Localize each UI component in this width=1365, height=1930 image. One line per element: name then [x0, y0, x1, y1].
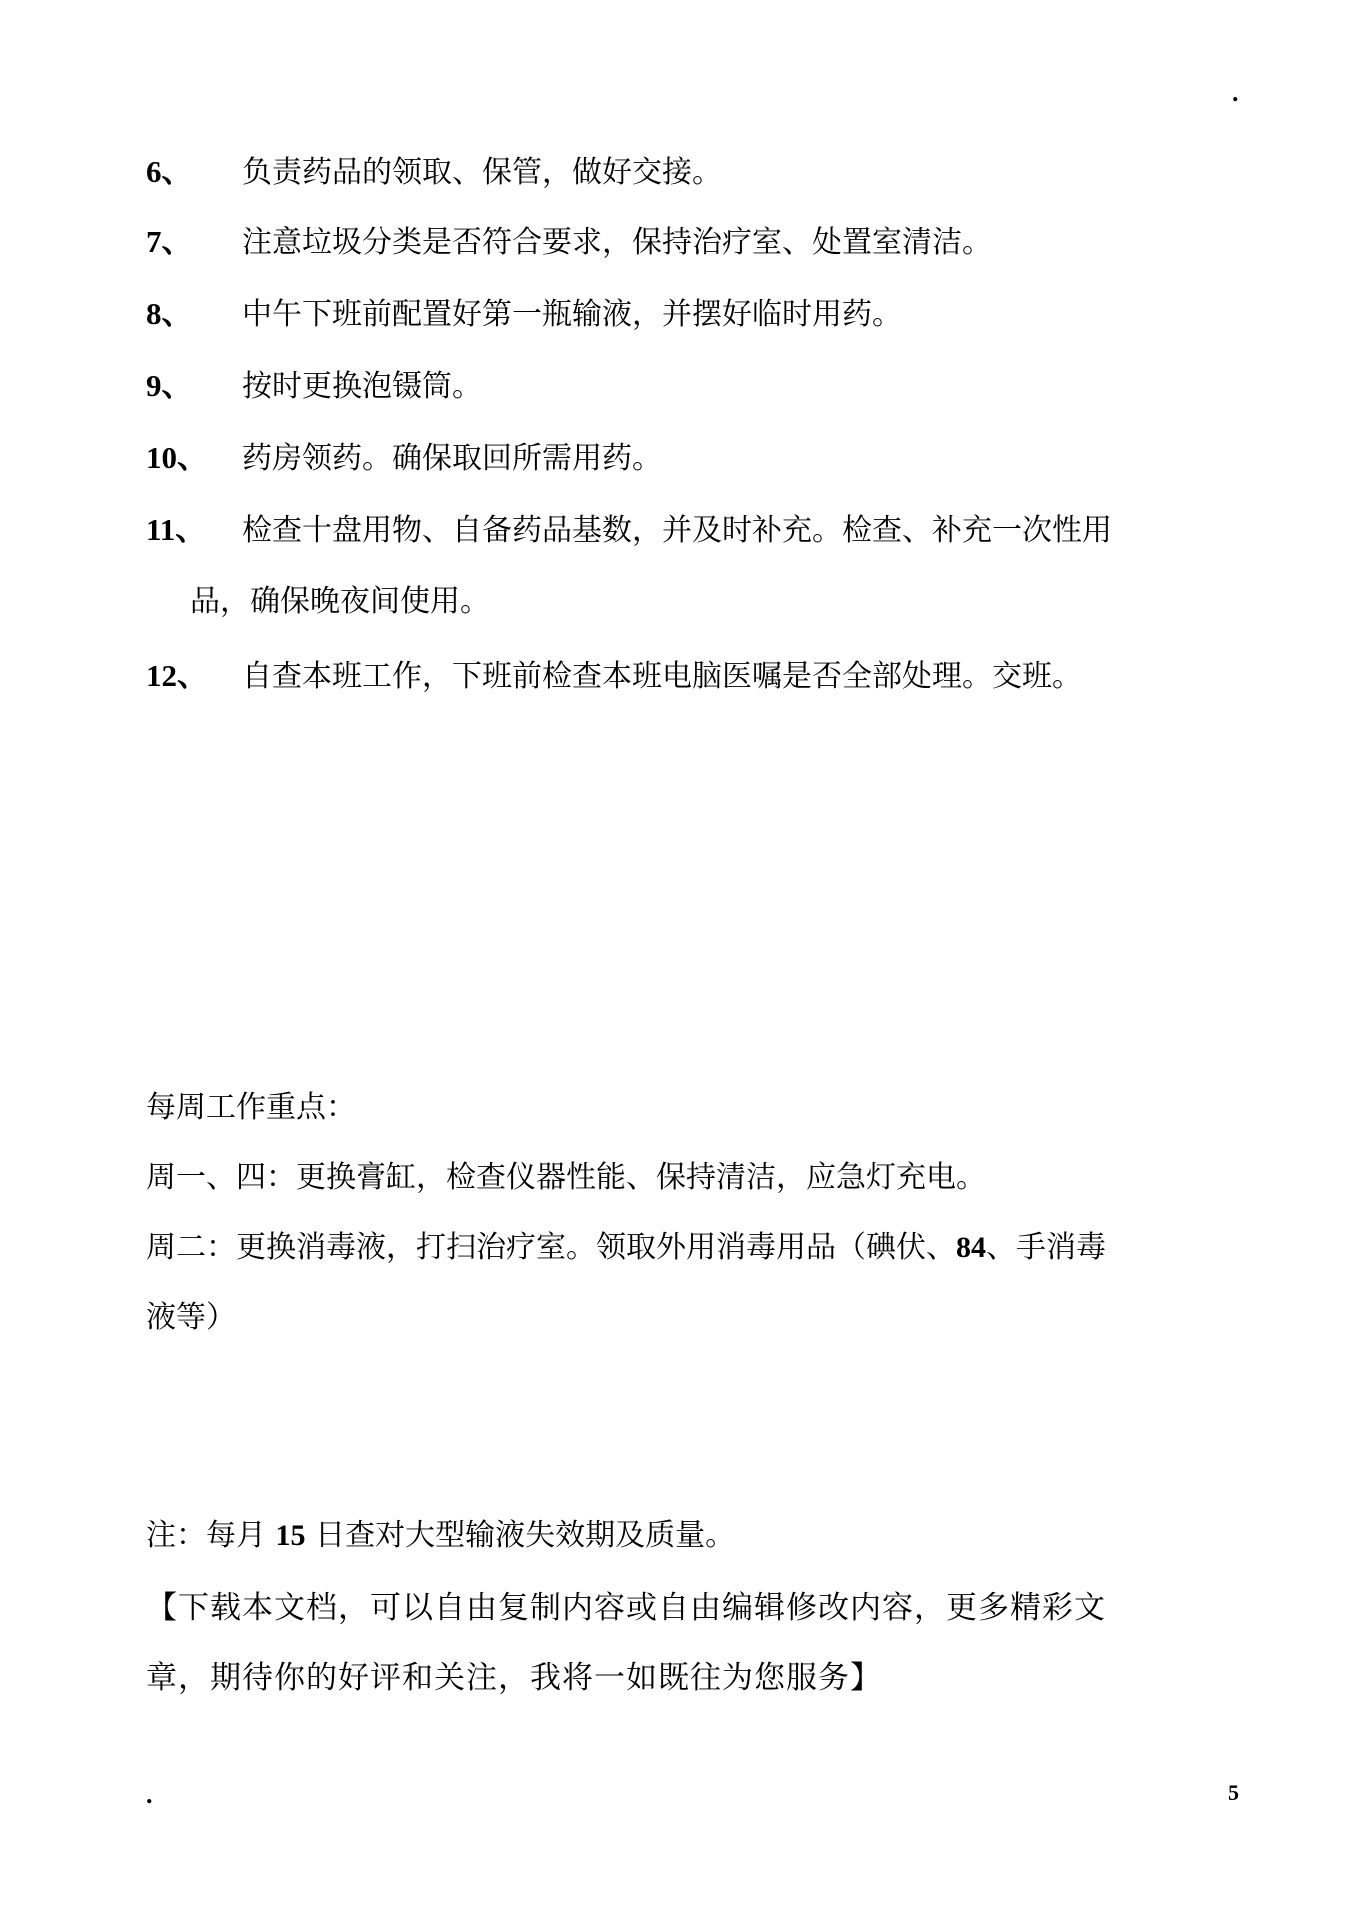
weekly-tue-number: 84: [956, 1231, 986, 1264]
item-number: 11、: [146, 512, 207, 547]
item-text: 检查十盘用物、自备药品基数，并及时补充。检查、补充一次性用: [242, 513, 1112, 548]
item-text: 药房领药。确保取回所需用药。: [242, 441, 662, 476]
note-day: 15: [275, 1519, 306, 1552]
item-text: 自查本班工作，下班前检查本班电脑医嘱是否全部处理。交班。: [242, 659, 1082, 694]
weekly-tue-continuation: 液等）: [146, 1300, 236, 1335]
list-item: [146, 366, 482, 407]
footer-dot: .: [146, 1780, 153, 1809]
item-number: 7、: [146, 224, 193, 259]
weekly-mon-thu: 周一、四：更换膏缸，检查仪器性能、保持清洁，应急灯充电。: [146, 1160, 986, 1195]
weekly-title: 每周工作重点：: [146, 1090, 356, 1125]
item-number: 9、: [146, 368, 193, 403]
item-text: 中午下班前配置好第一瓶输液，并摆好临时用药。: [242, 297, 902, 332]
note-prefix: 注：每月: [146, 1518, 276, 1553]
weekly-tue-text: 周二：更换消毒液，打扫治疗室。领取外用消毒用品（碘伏、: [146, 1230, 956, 1265]
note-suffix: 日查对大型输液失效期及质量。: [305, 1518, 736, 1553]
item-text: 按时更换泡镊筒。: [242, 369, 482, 404]
monthly-note: [146, 1516, 735, 1556]
item-number: 8、: [146, 296, 193, 331]
list-item: [146, 438, 662, 479]
item-continuation: 品，确保晚夜间使用。: [190, 584, 490, 619]
header-dot: .: [1232, 78, 1239, 107]
list-item: [146, 152, 722, 193]
item-number: 10、: [146, 440, 208, 475]
weekly-tue: [146, 1228, 1106, 1268]
weekly-tue-text-end: 、手消毒: [986, 1230, 1106, 1265]
list-item: [146, 656, 1082, 697]
list-item: [146, 222, 992, 263]
item-text: 负责药品的领取、保管，做好交接。: [242, 155, 722, 190]
download-notice-line1: 【下载本文档，可以自由复制内容或自由编辑修改内容，更多精彩文: [146, 1590, 1106, 1626]
page-number: 5: [1228, 1780, 1239, 1805]
list-item: [146, 294, 902, 335]
item-number: 6、: [146, 154, 193, 189]
download-notice-line2: 章，期待你的好评和关注，我将一如既往为您服务】: [146, 1660, 882, 1696]
list-item: [146, 510, 1112, 551]
item-number: 12、: [146, 658, 208, 693]
item-text: 注意垃圾分类是否符合要求，保持治疗室、处置室清洁。: [242, 225, 992, 260]
